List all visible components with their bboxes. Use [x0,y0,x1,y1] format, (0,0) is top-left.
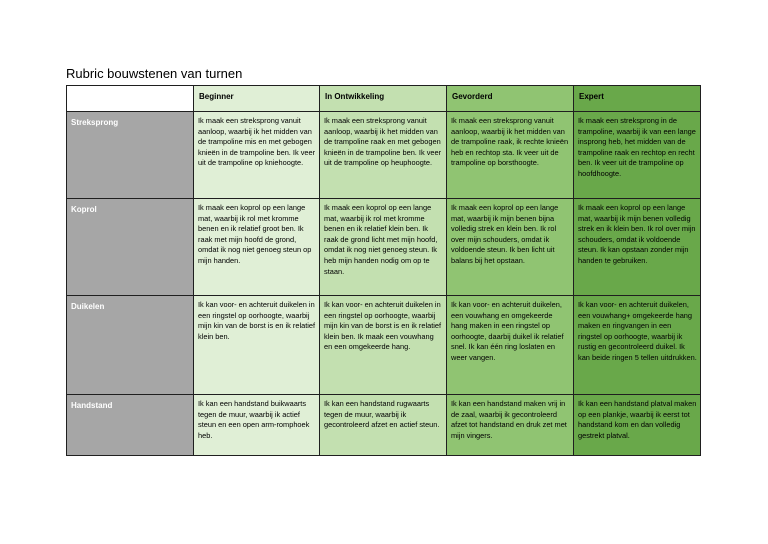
rubric-cell: Ik kan voor- en achteruit duikelen in een ringstel op oorhoogte, waarbij mijn kin van de borst is en ik relatief klein ben. [194,296,320,395]
rubric-cell: Ik maak een koprol op een lange mat, waarbij ik mijn benen bijna volledig strek en klein ben. Ik rol over mijn schouders, omdat ik voldoende steun. Ik ben licht uit balans bij het opstaan. [447,199,574,296]
table-row [67,199,701,296]
level-header-expert: Expert [574,86,701,112]
rubric-cell: Ik kan voor- en achteruit duikelen, een vouwhang+ omgekeerde hang maken en ringvangen in een ringstel op oorhoogte, waarbij ik rustig en gecontroleerd duikel. Ik kan beide ringen 5 tellen uitdrukken. [574,296,701,395]
rubric-cell: Ik maak een koprol op een lange mat, waarbij ik rol met kromme benen en ik relatief groot ben. Ik raak met mijn hoofd de grond, omdat ik nog niet genoeg steun op mijn handen. [194,199,320,296]
rubric-cell: Ik kan een handstand rugwaarts tegen de muur, waarbij ik gecontroleerd afzet en actief steun. [320,395,447,456]
rubric-cell: Ik maak een streksprong vanuit aanloop, waarbij ik het midden van de trampoline raak, ik rechte knieën heb en rechtop sta. Ik veer uit de trampoline op borsthoogte. [447,112,574,199]
rubric-cell: Ik maak een koprol op een lange mat, waarbij ik rol met kromme benen en ik relatief klein ben. Ik raak de grond licht met mijn hoofd, omdat ik nog niet genoeg steun. Ik heb mijn handen nodig om op te staan. [320,199,447,296]
rubric-cell: Ik maak een streksprong vanuit aanloop, waarbij ik het midden van de trampoline mis en met gebogen knieën in de trampoline ben. Ik veer uit de trampoline op kniehoogte. [194,112,320,199]
corner-cell [67,86,194,112]
skill-label-streksprong: Streksprong [67,112,194,199]
skill-label-koprol: Koprol [67,199,194,296]
table-row [67,395,701,456]
header-row [67,86,701,112]
skill-label-handstand: Handstand [67,395,194,456]
rubric-table [66,85,701,456]
document-title: Rubric bouwstenen van turnen [66,66,243,81]
table-row [67,112,701,199]
rubric-cell: Ik kan voor- en achteruit duikelen in een ringstel op oorhoogte, waarbij mijn kin van de borst is en ik relatief klein ben. Ik maak een vouwhang en een omgekeerde hang. [320,296,447,395]
rubric-cell: Ik kan een handstand buikwaarts tegen de muur, waarbij ik actief steun en een open arm-romphoek heb. [194,395,320,456]
rubric-cell: Ik maak een streksprong vanuit aanloop, waarbij ik het midden van de trampoline raak en met gebogen knieën in de trampoline ben. Ik veer uit de trampoline op heuphoogte. [320,112,447,199]
level-header-beginner: Beginner [194,86,320,112]
skill-label-duikelen: Duikelen [67,296,194,395]
table-row [67,296,701,395]
rubric-cell: Ik kan een handstand maken vrij in de zaal, waarbij ik gecontroleerd afzet tot handstand en druk zet met mijn vingers. [447,395,574,456]
rubric-cell: Ik kan voor- en achteruit duikelen, een vouwhang en omgekeerde hang maken in een ringstel op oorhoogte, daarbij duikel ik relatief snel. Ik kan één ring loslaten en weer vangen. [447,296,574,395]
level-header-gevorderd: Gevorderd [447,86,574,112]
rubric-cell: Ik maak een streksprong in de trampoline, waarbij ik van een lange insprong heb, het midden van de trampoline raak en rechtop en recht ben. Ik veer uit de trampoline op hoofdhoogte. [574,112,701,199]
level-header-in-ontwikkeling: In Ontwikkeling [320,86,447,112]
rubric-cell: Ik kan een handstand platval maken op een plankje, waarbij ik eerst tot handstand kom en dan volledig gestrekt platval. [574,395,701,456]
rubric-cell: Ik maak een koprol op een lange mat, waarbij ik mijn benen volledig strek en ik klein ben. Ik rol over mijn schouders, omdat ik voldoende steun. Ik kan opstaan zonder mijn handen te gebruiken. [574,199,701,296]
